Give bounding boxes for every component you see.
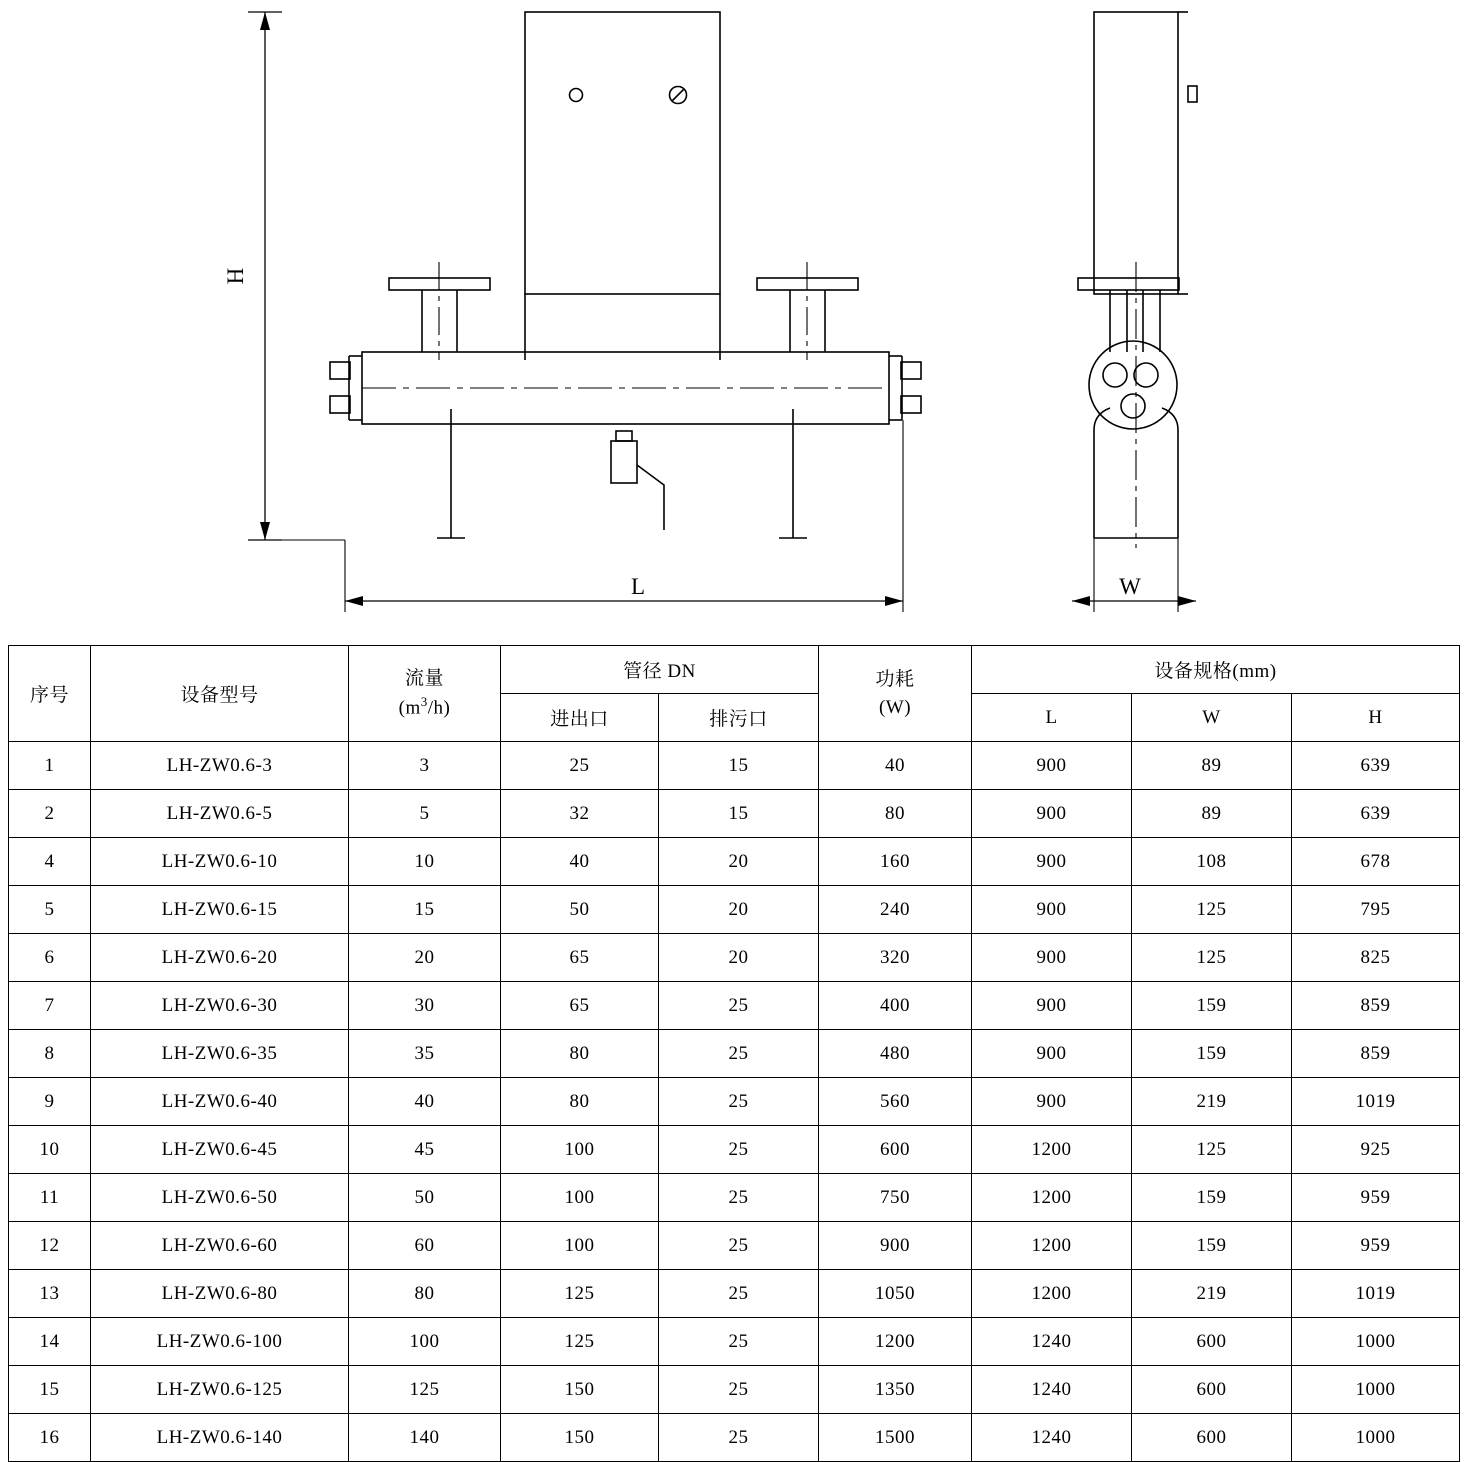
cell-power: 750 xyxy=(819,1174,972,1222)
cell-dn-inlet: 80 xyxy=(501,1030,659,1078)
table-row xyxy=(9,838,1460,886)
cell-dn-inlet: 25 xyxy=(501,742,659,790)
header-flow-unit-sup: 3 xyxy=(420,693,428,709)
cell-dim-w: 159 xyxy=(1132,1174,1292,1222)
cell-power: 320 xyxy=(819,934,972,982)
cell-flow: 100 xyxy=(349,1318,501,1366)
cell-dim-w: 159 xyxy=(1132,1030,1292,1078)
front-view-group xyxy=(330,12,921,538)
cell-dim-l: 900 xyxy=(972,1078,1132,1126)
bolt-right-lower xyxy=(901,396,921,413)
side-support-right xyxy=(1162,408,1178,538)
cell-dim-h: 859 xyxy=(1292,1030,1460,1078)
cell-dim-w: 125 xyxy=(1132,934,1292,982)
side-port-2 xyxy=(1134,363,1158,387)
side-cabinet xyxy=(1094,12,1178,294)
header-flow-title: 流量 xyxy=(404,668,444,690)
cell-dim-l: 1200 xyxy=(972,1126,1132,1174)
cell-power: 1050 xyxy=(819,1270,972,1318)
cell-no: 11 xyxy=(9,1174,91,1222)
cell-power: 240 xyxy=(819,886,972,934)
cell-dn-drain: 25 xyxy=(659,1222,819,1270)
cell-model: LH-ZW0.6-60 xyxy=(91,1222,349,1270)
support-right xyxy=(779,409,807,538)
cell-dn-drain: 25 xyxy=(659,982,819,1030)
header-inlet-outlet: 进出口 xyxy=(501,694,659,742)
cell-dn-drain: 20 xyxy=(659,838,819,886)
table-row xyxy=(9,742,1460,790)
header-pipe-dn: 管径 DN xyxy=(501,646,819,694)
cell-dim-l: 900 xyxy=(972,838,1132,886)
cell-no: 7 xyxy=(9,982,91,1030)
table-header-row-1 xyxy=(9,646,1460,694)
control-cabinet xyxy=(525,12,720,294)
cell-no: 12 xyxy=(9,1222,91,1270)
cell-model: LH-ZW0.6-40 xyxy=(91,1078,349,1126)
cell-dn-drain: 20 xyxy=(659,934,819,982)
cell-flow: 80 xyxy=(349,1270,501,1318)
table-row xyxy=(9,1270,1460,1318)
cell-model: LH-ZW0.6-10 xyxy=(91,838,349,886)
cell-flow: 15 xyxy=(349,886,501,934)
cell-no: 15 xyxy=(9,1366,91,1414)
cell-dim-h: 639 xyxy=(1292,790,1460,838)
cell-dim-w: 219 xyxy=(1132,1078,1292,1126)
side-port-3 xyxy=(1121,394,1145,418)
specification-table-wrapper xyxy=(8,645,1459,1462)
cell-model: LH-ZW0.6-80 xyxy=(91,1270,349,1318)
cell-dn-drain: 25 xyxy=(659,1078,819,1126)
cell-dim-w: 600 xyxy=(1132,1366,1292,1414)
cell-flow: 125 xyxy=(349,1366,501,1414)
cell-dim-w: 89 xyxy=(1132,742,1292,790)
cell-no: 5 xyxy=(9,886,91,934)
cell-flow: 30 xyxy=(349,982,501,1030)
cell-dim-h: 1019 xyxy=(1292,1078,1460,1126)
cell-dn-inlet: 32 xyxy=(501,790,659,838)
table-row xyxy=(9,790,1460,838)
cell-dn-drain: 20 xyxy=(659,886,819,934)
cell-model: LH-ZW0.6-125 xyxy=(91,1366,349,1414)
cell-dn-inlet: 40 xyxy=(501,838,659,886)
cell-flow: 20 xyxy=(349,934,501,982)
cell-flow: 60 xyxy=(349,1222,501,1270)
dim-w-arrow-left xyxy=(1072,596,1090,606)
cell-dim-w: 108 xyxy=(1132,838,1292,886)
header-flow-unit-suffix: /h) xyxy=(427,697,451,719)
header-no: 序号 xyxy=(9,646,91,742)
cell-dim-l: 900 xyxy=(972,886,1132,934)
table-header xyxy=(9,646,1460,742)
cell-model: LH-ZW0.6-45 xyxy=(91,1126,349,1174)
cell-flow: 35 xyxy=(349,1030,501,1078)
cell-dn-inlet: 50 xyxy=(501,886,659,934)
cell-model: LH-ZW0.6-3 xyxy=(91,742,349,790)
dimension-l xyxy=(345,420,903,612)
dim-l-arrow-right xyxy=(885,596,903,606)
cell-dn-inlet: 125 xyxy=(501,1270,659,1318)
header-flow xyxy=(349,646,501,742)
table-row xyxy=(9,1366,1460,1414)
cell-model: LH-ZW0.6-140 xyxy=(91,1414,349,1462)
cell-flow: 140 xyxy=(349,1414,501,1462)
header-dim-l: L xyxy=(972,694,1132,742)
cell-model: LH-ZW0.6-5 xyxy=(91,790,349,838)
cell-power: 400 xyxy=(819,982,972,1030)
dimension-h xyxy=(248,12,345,540)
cell-power: 1500 xyxy=(819,1414,972,1462)
cell-flow: 40 xyxy=(349,1078,501,1126)
cell-no: 6 xyxy=(9,934,91,982)
header-dim-h: H xyxy=(1292,694,1460,742)
header-power-unit: (W) xyxy=(878,696,912,718)
cell-dn-drain: 15 xyxy=(659,742,819,790)
cell-no: 8 xyxy=(9,1030,91,1078)
cell-dim-l: 1240 xyxy=(972,1366,1132,1414)
specification-table xyxy=(8,645,1460,1462)
cell-power: 900 xyxy=(819,1222,972,1270)
cell-dim-w: 600 xyxy=(1132,1318,1292,1366)
cell-dim-h: 1000 xyxy=(1292,1318,1460,1366)
cell-dim-h: 639 xyxy=(1292,742,1460,790)
cell-dim-l: 900 xyxy=(972,1030,1132,1078)
cell-power: 480 xyxy=(819,1030,972,1078)
cell-dim-w: 125 xyxy=(1132,1126,1292,1174)
table-row xyxy=(9,934,1460,982)
cell-dim-w: 159 xyxy=(1132,1222,1292,1270)
cell-dn-inlet: 80 xyxy=(501,1078,659,1126)
table-row xyxy=(9,1030,1460,1078)
cell-dim-l: 900 xyxy=(972,934,1132,982)
table-row xyxy=(9,1126,1460,1174)
side-flange xyxy=(1078,278,1179,290)
header-drain: 排污口 xyxy=(659,694,819,742)
cell-flow: 45 xyxy=(349,1126,501,1174)
header-model: 设备型号 xyxy=(91,646,349,742)
cell-dim-h: 678 xyxy=(1292,838,1460,886)
side-view-group xyxy=(1078,12,1197,538)
cell-dn-inlet: 65 xyxy=(501,982,659,1030)
cell-model: LH-ZW0.6-100 xyxy=(91,1318,349,1366)
cell-dim-l: 1240 xyxy=(972,1318,1132,1366)
cell-flow: 50 xyxy=(349,1174,501,1222)
cell-power: 160 xyxy=(819,838,972,886)
cell-power: 80 xyxy=(819,790,972,838)
cell-no: 1 xyxy=(9,742,91,790)
cell-model: LH-ZW0.6-35 xyxy=(91,1030,349,1078)
cell-dn-inlet: 125 xyxy=(501,1318,659,1366)
cell-model: LH-ZW0.6-20 xyxy=(91,934,349,982)
table-row xyxy=(9,886,1460,934)
cell-dn-drain: 25 xyxy=(659,1174,819,1222)
cell-dn-inlet: 150 xyxy=(501,1414,659,1462)
table-row xyxy=(9,1414,1460,1462)
bolt-left-lower xyxy=(330,396,350,413)
cell-dn-inlet: 100 xyxy=(501,1174,659,1222)
cell-flow: 5 xyxy=(349,790,501,838)
cell-dim-l: 1200 xyxy=(972,1222,1132,1270)
cell-dn-drain: 15 xyxy=(659,790,819,838)
header-flow-unit-prefix: (m xyxy=(398,697,421,719)
cell-no: 14 xyxy=(9,1318,91,1366)
cell-dn-drain: 25 xyxy=(659,1030,819,1078)
header-dimensions: 设备规格(mm) xyxy=(972,646,1460,694)
table-row xyxy=(9,1318,1460,1366)
cell-dn-inlet: 100 xyxy=(501,1222,659,1270)
dim-l-label: L xyxy=(630,574,646,599)
equipment-drawing-svg xyxy=(0,0,1467,632)
cell-dim-w: 125 xyxy=(1132,886,1292,934)
cell-flow: 3 xyxy=(349,742,501,790)
side-port-1 xyxy=(1103,363,1127,387)
cell-dim-l: 900 xyxy=(972,982,1132,1030)
cell-dn-drain: 25 xyxy=(659,1318,819,1366)
cell-dim-h: 859 xyxy=(1292,982,1460,1030)
cell-no: 13 xyxy=(9,1270,91,1318)
cell-dn-drain: 25 xyxy=(659,1126,819,1174)
cell-dim-w: 89 xyxy=(1132,790,1292,838)
cell-dim-l: 1200 xyxy=(972,1270,1132,1318)
cell-dim-w: 600 xyxy=(1132,1414,1292,1462)
cell-power: 600 xyxy=(819,1126,972,1174)
bolt-left-upper xyxy=(330,362,350,379)
side-vessel-circle xyxy=(1089,341,1177,429)
cell-no: 4 xyxy=(9,838,91,886)
cell-dim-h: 825 xyxy=(1292,934,1460,982)
cell-dim-l: 1240 xyxy=(972,1414,1132,1462)
drain-valve-top xyxy=(616,431,632,441)
dim-w-label: W xyxy=(1119,574,1141,599)
cell-dim-w: 159 xyxy=(1132,982,1292,1030)
cell-dn-drain: 25 xyxy=(659,1270,819,1318)
cabinet-switch-slot xyxy=(673,90,684,101)
cell-no: 16 xyxy=(9,1414,91,1462)
cell-dim-h: 795 xyxy=(1292,886,1460,934)
table-row xyxy=(9,1174,1460,1222)
cell-dim-h: 1000 xyxy=(1292,1366,1460,1414)
table-row xyxy=(9,982,1460,1030)
cell-model: LH-ZW0.6-30 xyxy=(91,982,349,1030)
cell-no: 10 xyxy=(9,1126,91,1174)
cell-dim-l: 900 xyxy=(972,742,1132,790)
side-cabinet-handle xyxy=(1188,86,1197,102)
cell-no: 9 xyxy=(9,1078,91,1126)
dim-l-arrow-left xyxy=(345,596,363,606)
cell-power: 1200 xyxy=(819,1318,972,1366)
drain-pipe xyxy=(637,465,664,530)
cell-dn-drain: 25 xyxy=(659,1414,819,1462)
cell-dn-inlet: 100 xyxy=(501,1126,659,1174)
side-support-left xyxy=(1094,408,1110,538)
cell-model: LH-ZW0.6-15 xyxy=(91,886,349,934)
header-power xyxy=(819,646,972,742)
cell-dn-inlet: 150 xyxy=(501,1366,659,1414)
header-power-title: 功耗 xyxy=(875,668,915,690)
support-left xyxy=(437,409,465,538)
technical-drawing xyxy=(0,0,1467,632)
table-body xyxy=(9,742,1460,1462)
cell-dn-drain: 25 xyxy=(659,1366,819,1414)
cell-dim-l: 1200 xyxy=(972,1174,1132,1222)
cell-flow: 10 xyxy=(349,838,501,886)
cell-model: LH-ZW0.6-50 xyxy=(91,1174,349,1222)
dim-h-arrow-top xyxy=(260,12,270,30)
dim-h-label: H xyxy=(223,267,248,285)
cell-dim-h: 1000 xyxy=(1292,1414,1460,1462)
cell-power: 1350 xyxy=(819,1366,972,1414)
drain-valve-body xyxy=(611,441,637,483)
bolt-right-upper xyxy=(901,362,921,379)
dim-h-arrow-bottom xyxy=(260,522,270,540)
cell-dim-h: 1019 xyxy=(1292,1270,1460,1318)
cell-no: 2 xyxy=(9,790,91,838)
cell-power: 560 xyxy=(819,1078,972,1126)
table-row xyxy=(9,1078,1460,1126)
cell-dim-h: 959 xyxy=(1292,1222,1460,1270)
cell-dim-l: 900 xyxy=(972,790,1132,838)
table-row xyxy=(9,1222,1460,1270)
dim-w-arrow-right xyxy=(1178,596,1196,606)
cell-dn-inlet: 65 xyxy=(501,934,659,982)
cell-power: 40 xyxy=(819,742,972,790)
cell-dim-h: 925 xyxy=(1292,1126,1460,1174)
cell-dim-w: 219 xyxy=(1132,1270,1292,1318)
header-dim-w: W xyxy=(1132,694,1292,742)
indicator-light-icon xyxy=(570,89,583,102)
cell-dim-h: 959 xyxy=(1292,1174,1460,1222)
header-flow-unit xyxy=(349,693,500,722)
